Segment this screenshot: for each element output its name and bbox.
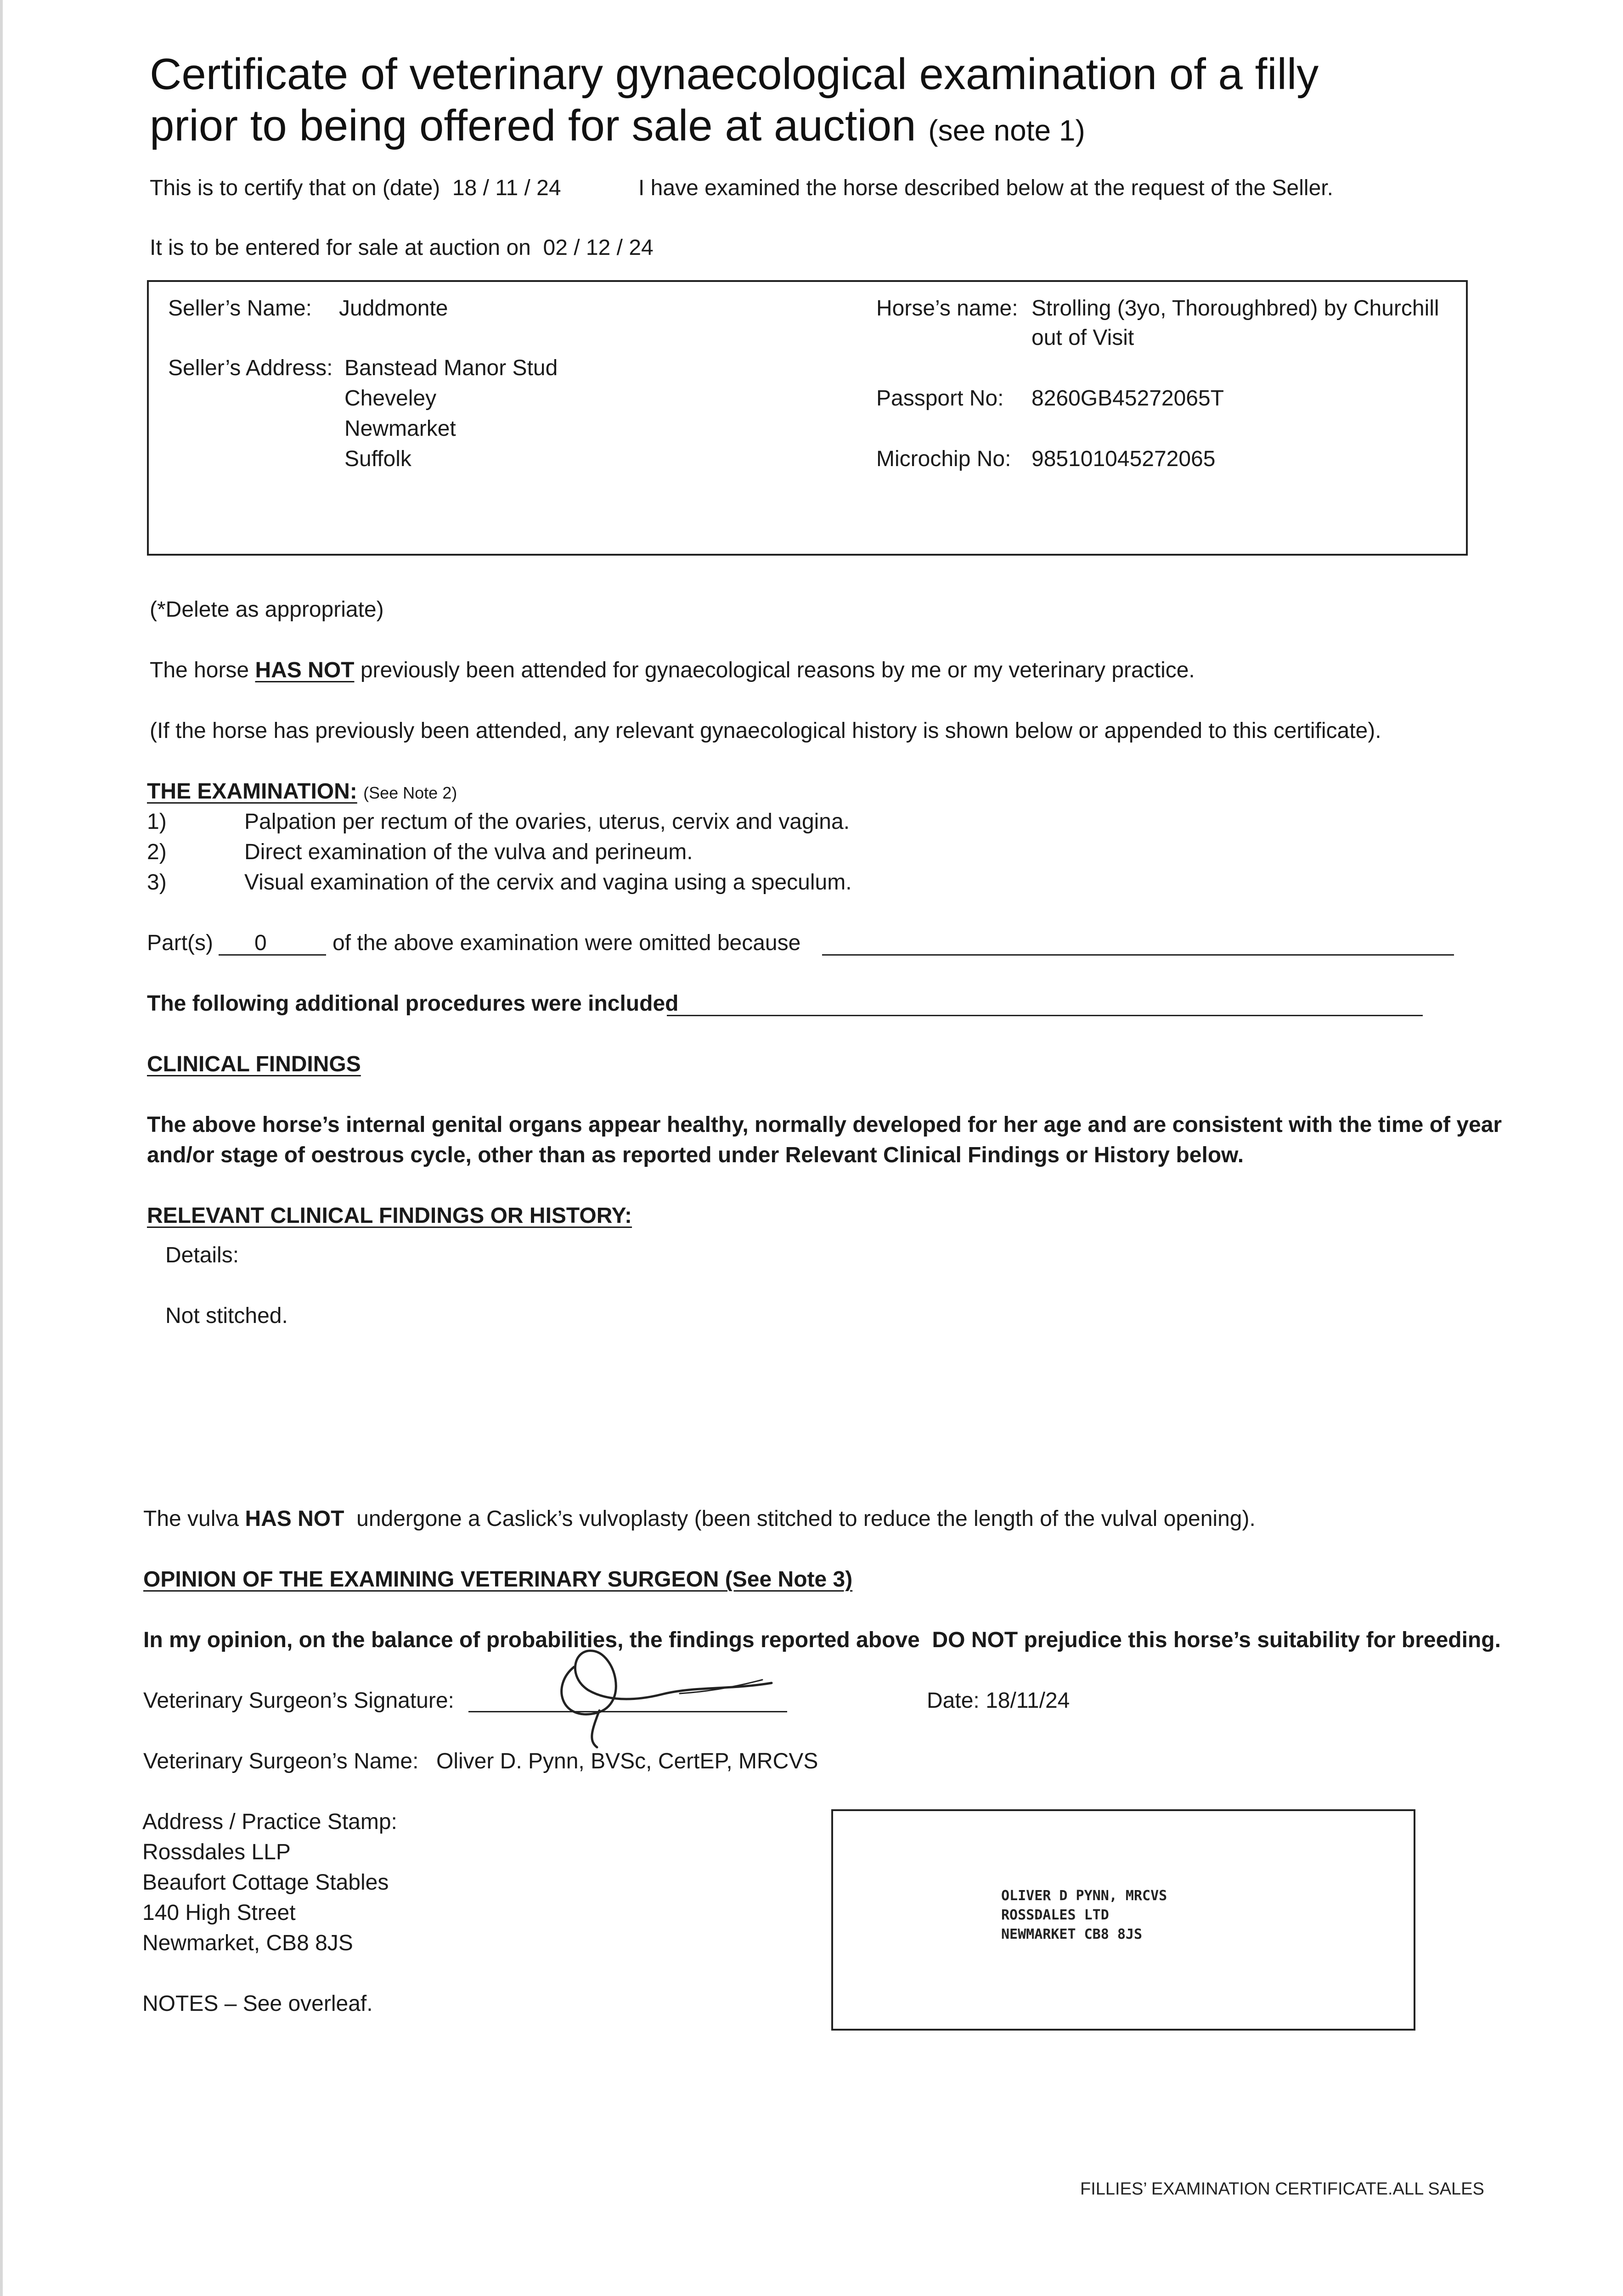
omitted-suffix: of the above examination were omitted because [332,931,801,955]
clinical-heading: CLINICAL FINDINGS [147,1052,361,1076]
microchip-label: Microchip No: [876,447,1011,471]
stamp-line: OLIVER D PYNN, MRCVS [1001,1888,1167,1904]
seller-name: Juddmonte [339,296,448,321]
omitted-reason-line [822,954,1454,956]
opinion-status: DO NOT [932,1628,1018,1652]
passport-number: 8260GB45272065T [1031,386,1224,411]
exam-item-number: 1) [147,810,167,834]
title-note: (see note 1) [928,114,1085,147]
seller-name-label: Seller’s Name: [168,296,312,321]
relevant-heading: RELEVANT CLINICAL FINDINGS OR HISTORY: [147,1204,632,1228]
practice-line: Newmarket, CB8 8JS [142,1931,353,1955]
stamp-line: NEWMARKET CB8 8JS [1001,1926,1143,1942]
horse-name: Strolling (3yo, Thoroughbred) by Churchill [1031,296,1439,321]
surgeon-name-label: Veterinary Surgeon’s Name: [143,1749,419,1773]
history-note: (If the horse has previously been attended, any relevant gynaecological history is shown below or appended to this certificate). [150,719,1381,743]
auction-date: 02 / 12 / 24 [543,236,654,260]
title-line2: prior to being offered for sale at auction (see note 1) [150,101,1085,150]
vulva-status: HAS NOT [245,1507,344,1531]
additional-line [667,1015,1423,1016]
exam-item-number: 2) [147,840,167,864]
auction-line: It is to be entered for sale at auction on 02 / 12 / 24 [150,236,654,260]
exam-item-text: Direct examination of the vulva and perineum. [244,840,693,864]
omitted-count: 0 [254,931,267,955]
exam-date: 18 / 11 / 24 [452,176,561,200]
examination-heading: THE EXAMINATION: (See Note 2) [147,779,457,804]
handwritten-signature [542,1635,781,1754]
seller-address-line: Banstead Manor Stud [344,356,558,380]
exam-item-number: 3) [147,870,167,895]
clinical-statement: The above horse’s internal genital organs appear healthy, normally developed for her age and are consistent with the time of year [147,1113,1502,1137]
omitted-prefix: Part(s) [147,931,213,955]
details-label: Details: [165,1243,239,1267]
seller-address-line: Suffolk [344,447,411,471]
microchip-number: 985101045272065 [1031,447,1216,471]
exam-item-text: Palpation per rectum of the ovaries, uterus, cervix and vagina. [244,810,850,834]
details-text: Not stitched. [165,1304,288,1328]
seller-address-line: Newmarket [344,416,456,441]
clinical-statement-cont: and/or stage of oestrous cycle, other than as reported under Relevant Clinical Findings or History below. [147,1143,1244,1167]
signature-date: Date: 18/11/24 [927,1688,1070,1713]
horse-name-label: Horse’s name: [876,296,1018,321]
opinion-heading: OPINION OF THE EXAMINING VETERINARY SURGEON (See Note 3) [143,1567,853,1592]
certify-suffix: I have examined the horse described below at the request of the Seller. [638,176,1333,200]
horse-name-cont: out of Visit [1031,326,1134,350]
practice-line: Beaufort Cottage Stables [142,1870,389,1895]
omitted-count-line [219,954,326,956]
practice-label: Address / Practice Stamp: [142,1810,397,1834]
additional-procedures: The following additional procedures were included [147,991,679,1016]
signature-label: Veterinary Surgeon’s Signature: [143,1688,454,1713]
practice-line: 140 High Street [142,1901,296,1925]
seller-address-label: Seller’s Address: [168,356,333,380]
certify-line: This is to certify that on (date) 18 / 11 / 24 [150,176,561,200]
seller-address-line: Cheveley [344,386,437,411]
delete-note: (*Delete as appropriate) [150,597,384,622]
practice-stamp-box [831,1809,1415,2031]
passport-label: Passport No: [876,386,1004,411]
history-status: HAS NOT [255,658,355,682]
scan-edge [0,0,3,2296]
opinion-statement: In my opinion, on the balance of probabilities, the findings reported above DO NOT prejudice this horse’s suitability for breeding. [143,1628,1501,1652]
stamp-line: ROSSDALES LTD [1001,1907,1109,1923]
exam-item-text: Visual examination of the cervix and vagina using a speculum. [244,870,852,895]
vulva-statement: The vulva HAS NOT undergone a Caslick’s vulvoplasty (been stitched to reduce the length of the vulval opening). [143,1507,1256,1531]
footer-form-name: FILLIES’ EXAMINATION CERTIFICATE.ALL SALES [1080,2179,1484,2199]
examination-heading-note: (See Note 2) [363,783,457,802]
surgeon-name: Oliver D. Pynn, BVSc, CertEP, MRCVS [436,1749,818,1773]
history-statement: The horse HAS NOT previously been attended for gynaecological reasons by me or my veterinary practice. [150,658,1195,682]
notes-reference: NOTES – See overleaf. [142,1992,373,2016]
practice-line: Rossdales LLP [142,1840,291,1864]
title-line1: Certificate of veterinary gynaecological examination of a filly [150,50,1319,99]
